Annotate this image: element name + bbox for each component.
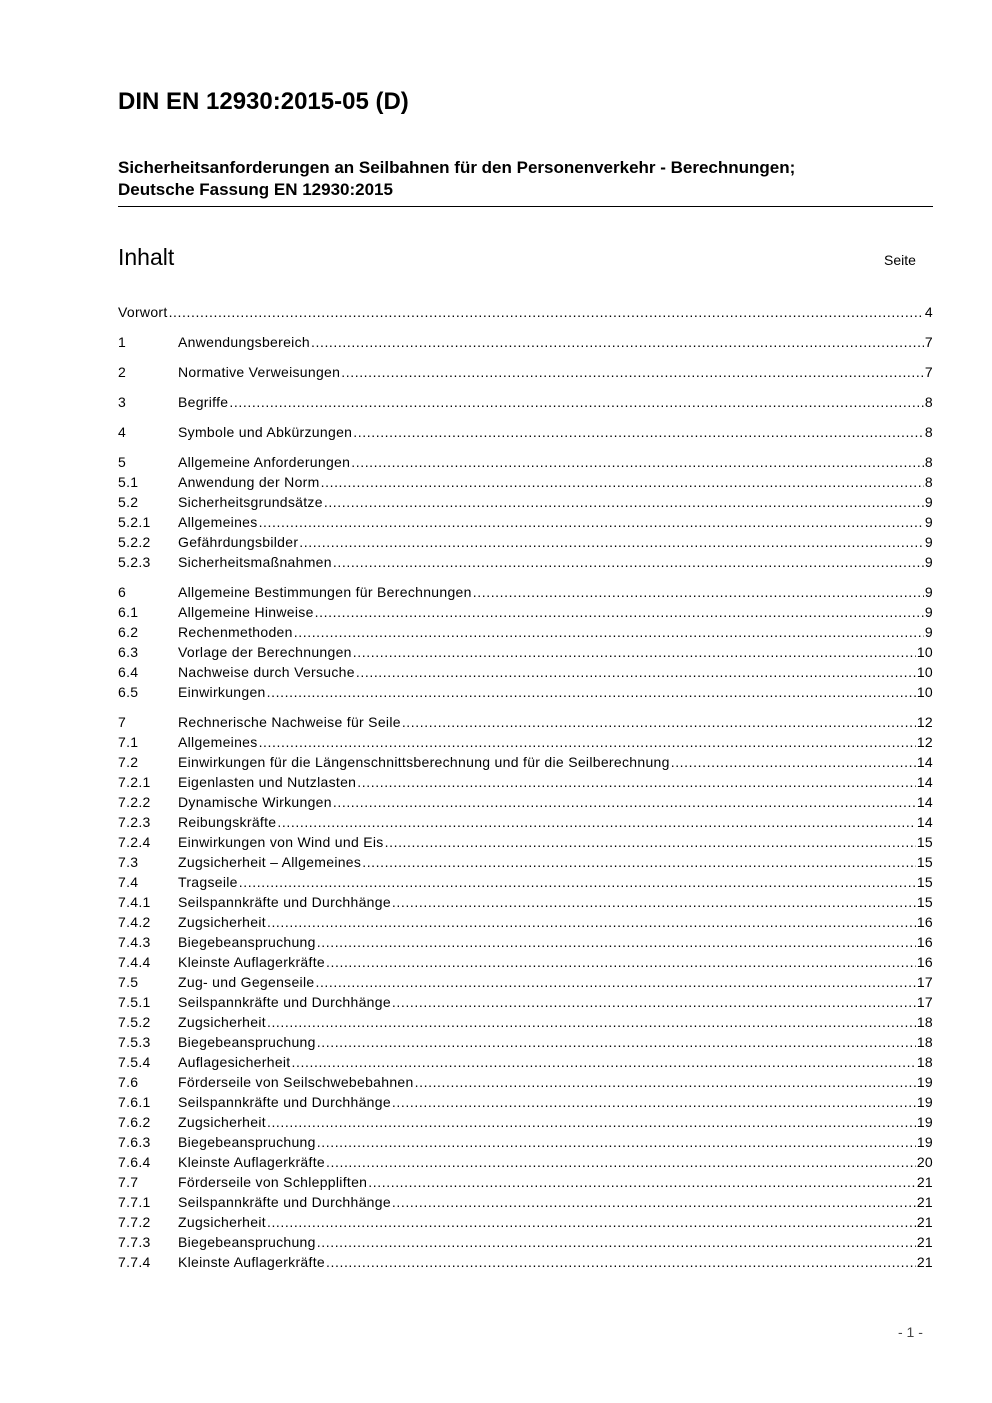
- toc-entry-number: 7: [118, 714, 127, 730]
- toc-entry-page: 8: [924, 424, 933, 440]
- toc-entry-page: 14: [916, 794, 933, 810]
- toc-entry[interactable]: [118, 1033, 933, 1051]
- toc-dot-leader: [277, 813, 915, 831]
- toc-entry-number: 5: [118, 454, 127, 470]
- toc-entry-number: 5.2.2: [118, 534, 151, 550]
- toc-entry-number: 7.5.3: [118, 1034, 151, 1050]
- toc-dot-leader: [321, 473, 924, 491]
- toc-entry-number: 7.5.2: [118, 1014, 151, 1030]
- subtitle-line-1: Sicherheitsanforderungen an Seilbahnen für den Personenverkehr - Berechnungen;: [118, 158, 796, 177]
- toc-entry-number: 3: [118, 394, 127, 410]
- toc-dot-leader: [259, 513, 924, 531]
- toc-entry-number: 7.4.4: [118, 954, 151, 970]
- toc-entry[interactable]: [118, 1133, 933, 1151]
- toc-entry-page: 19: [916, 1134, 933, 1150]
- toc-entry-line: [178, 1033, 933, 1051]
- toc-entry-label: Zugsicherheit: [178, 914, 266, 930]
- toc-entry-line: [178, 1213, 933, 1231]
- page-number: - 1 -: [898, 1324, 923, 1340]
- toc-dot-leader: [333, 553, 924, 571]
- toc-entry-line: [178, 1133, 933, 1151]
- toc-entry-line: [178, 683, 933, 701]
- toc-entry-label: Kleinste Auflagerkräfte: [178, 1254, 325, 1270]
- toc-entry[interactable]: [118, 853, 933, 871]
- toc-entry-line: [178, 793, 933, 811]
- toc-dot-leader: [267, 1113, 916, 1131]
- toc-entry[interactable]: [118, 1193, 933, 1211]
- toc-dot-leader: [356, 663, 916, 681]
- toc-entry-line: [178, 1153, 933, 1171]
- toc-entry-label: Allgemeines: [178, 734, 258, 750]
- toc-entry-number: 2: [118, 364, 127, 380]
- toc-entry-page: 9: [924, 624, 933, 640]
- toc-entry-line: [178, 363, 933, 381]
- toc-entry-label: Seilspannkräfte und Durchhänge: [178, 894, 391, 910]
- toc-dot-leader: [169, 303, 924, 321]
- toc-entry-number: 7.2.2: [118, 794, 151, 810]
- toc-dot-leader: [292, 1053, 916, 1071]
- toc-entry-number: 5.1: [118, 474, 139, 490]
- toc-dot-leader: [267, 1013, 916, 1031]
- toc-entry-label: Zugsicherheit: [178, 1114, 266, 1130]
- toc-entry[interactable]: [118, 533, 933, 551]
- toc-entry-label: Biegebeanspruchung: [178, 1134, 316, 1150]
- toc-entry-label: Kleinste Auflagerkräfte: [178, 1154, 325, 1170]
- toc-dot-leader: [368, 1173, 916, 1191]
- toc-entry[interactable]: [118, 513, 933, 531]
- toc-entry[interactable]: [118, 753, 933, 771]
- toc-entry-number: 5.2.3: [118, 554, 151, 570]
- toc-entry-number: 7.4.1: [118, 894, 151, 910]
- toc-entry-number: 7.1: [118, 734, 139, 750]
- toc-entry-number: 7.4: [118, 874, 139, 890]
- toc-entry-number: 7.2.1: [118, 774, 151, 790]
- toc-entry[interactable]: [118, 713, 933, 731]
- toc-entry-page: 10: [916, 644, 933, 660]
- toc-entry-label: Rechnerische Nachweise für Seile: [178, 714, 401, 730]
- toc-entry-label: Sicherheitsgrundsätze: [178, 494, 323, 510]
- toc-entry[interactable]: [118, 933, 933, 951]
- toc-entry-label: Allgemeine Hinweise: [178, 604, 314, 620]
- toc-entry-label: Allgemeine Anforderungen: [178, 454, 351, 470]
- toc-entry[interactable]: [118, 1053, 933, 1071]
- toc-dot-leader: [415, 1073, 916, 1091]
- toc-entry[interactable]: [118, 733, 933, 751]
- toc-entry-page: 21: [916, 1214, 933, 1230]
- toc-entry-label: Reibungskräfte: [178, 814, 277, 830]
- toc-entry-page: 14: [916, 814, 933, 830]
- toc-entry[interactable]: [118, 453, 933, 471]
- toc-entry[interactable]: [118, 793, 933, 811]
- toc-entry[interactable]: [118, 1213, 933, 1231]
- toc-entry-line: [178, 833, 933, 851]
- toc-entry[interactable]: [118, 553, 933, 571]
- toc-entry-line: [178, 1253, 933, 1271]
- toc-entry-number: 7.2.4: [118, 834, 151, 850]
- toc-entry[interactable]: [118, 393, 933, 411]
- toc-entry-page: 17: [916, 994, 933, 1010]
- toc-entry-page: 7: [924, 334, 933, 350]
- toc-entry-label: Seilspannkräfte und Durchhänge: [178, 1194, 391, 1210]
- toc-entry-label: Biegebeanspruchung: [178, 934, 316, 950]
- toc-entry-line: [178, 663, 933, 681]
- toc-dot-leader: [353, 423, 924, 441]
- toc-entry-page: 15: [916, 834, 933, 850]
- toc-dot-leader: [353, 643, 916, 661]
- toc-entry-label: Vorwort: [118, 304, 168, 320]
- toc-dot-leader: [392, 1193, 916, 1211]
- toc-entry-page: 12: [916, 734, 933, 750]
- toc-entry-line: [178, 473, 933, 491]
- toc-entry-number: 6.4: [118, 664, 139, 680]
- toc-entry-label: Tragseile: [178, 874, 238, 890]
- toc-entry[interactable]: [118, 683, 933, 701]
- toc-entry-line: [178, 393, 933, 411]
- toc-entry-number: 5.2.1: [118, 514, 151, 530]
- title-divider: [118, 206, 933, 207]
- toc-entry-number: 1: [118, 334, 127, 350]
- toc-entry-label: Einwirkungen: [178, 684, 266, 700]
- toc-entry-line: [178, 1193, 933, 1211]
- toc-entry-label: Eigenlasten und Nutzlasten: [178, 774, 357, 790]
- toc-entry-label: Zugsicherheit: [178, 1214, 266, 1230]
- toc-dot-leader: [317, 1133, 916, 1151]
- toc-entry[interactable]: [118, 873, 933, 891]
- toc-entry-label: Normative Verweisungen: [178, 364, 341, 380]
- toc-entry-line: [178, 623, 933, 641]
- toc-entry-line: [178, 973, 933, 991]
- toc-entry-line: [178, 423, 933, 441]
- toc-entry-page: 21: [916, 1174, 933, 1190]
- toc-dot-leader: [267, 683, 916, 701]
- toc-entry-label: Einwirkungen von Wind und Eis: [178, 834, 384, 850]
- toc-entry[interactable]: [118, 893, 933, 911]
- toc-entry-page: 19: [916, 1094, 933, 1110]
- toc-entry-page: 9: [924, 514, 933, 530]
- toc-entry[interactable]: [118, 363, 933, 381]
- toc-dot-leader: [239, 873, 916, 891]
- toc-entry-label: Zugsicherheit – Allgemeines: [178, 854, 362, 870]
- toc-entry-line: [178, 913, 933, 931]
- toc-entry-line: [178, 553, 933, 571]
- toc-entry-page: 9: [924, 554, 933, 570]
- toc-entry-page: 16: [916, 914, 933, 930]
- toc-entry-line: [178, 933, 933, 951]
- toc-entry-number: 6.5: [118, 684, 139, 700]
- toc-entry[interactable]: [118, 473, 933, 491]
- toc-entry[interactable]: [118, 993, 933, 1011]
- toc-entry-line: [178, 493, 933, 511]
- toc-entry-number: 7.7.3: [118, 1234, 151, 1250]
- toc-entry-number: 7.6.3: [118, 1134, 151, 1150]
- toc-entry-line: [178, 753, 933, 771]
- toc-entry-page: 15: [916, 854, 933, 870]
- toc-entry-line: [178, 813, 933, 831]
- toc-entry-label: Allgemeines: [178, 514, 258, 530]
- toc-entry[interactable]: [118, 1173, 933, 1191]
- toc-entry-page: 14: [916, 774, 933, 790]
- toc-entry-line: [178, 643, 933, 661]
- toc-entry-page: 10: [916, 664, 933, 680]
- toc-entry-page: 8: [924, 454, 933, 470]
- toc-dot-leader: [267, 913, 916, 931]
- toc-entry-page: 14: [916, 754, 933, 770]
- toc-entry-number: 7.2: [118, 754, 139, 770]
- toc-entry[interactable]: [118, 423, 933, 441]
- toc-entry[interactable]: [118, 1233, 933, 1251]
- toc-dot-leader: [315, 603, 924, 621]
- toc-entry-number: 4: [118, 424, 127, 440]
- toc-entry[interactable]: [118, 603, 933, 621]
- toc-entry-page: 21: [916, 1254, 933, 1270]
- toc-entry-label: Seilspannkräfte und Durchhänge: [178, 994, 391, 1010]
- toc-entry[interactable]: [118, 773, 933, 791]
- toc-entry-page: 4: [924, 304, 933, 320]
- toc-entry-line: [178, 893, 933, 911]
- toc-entry-number: 7.6: [118, 1074, 139, 1090]
- toc-entry-page: 10: [916, 684, 933, 700]
- toc-entry-page: 18: [916, 1034, 933, 1050]
- toc-dot-leader: [324, 493, 924, 511]
- toc-entry-page: 20: [916, 1154, 933, 1170]
- toc-entry[interactable]: [118, 643, 933, 661]
- toc-entry-page: 18: [916, 1054, 933, 1070]
- toc-entry-number: 6: [118, 584, 127, 600]
- toc-entry-page: 9: [924, 534, 933, 550]
- toc-entry-line: [178, 603, 933, 621]
- toc-dot-leader: [326, 953, 916, 971]
- toc-dot-leader: [392, 1093, 916, 1111]
- toc-entry-line: [178, 853, 933, 871]
- toc-entry-line: [178, 1013, 933, 1031]
- toc-entry[interactable]: [118, 1093, 933, 1111]
- toc-entry-page: 16: [916, 934, 933, 950]
- toc-entry[interactable]: [118, 303, 933, 321]
- toc-entry-number: 7.6.4: [118, 1154, 151, 1170]
- toc-dot-leader: [333, 793, 916, 811]
- toc-entry-number: 7.7.4: [118, 1254, 151, 1270]
- toc-entry-line: [178, 873, 933, 891]
- toc-dot-leader: [317, 1033, 916, 1051]
- toc-dot-leader: [229, 393, 924, 411]
- toc-entry-line: [178, 453, 933, 471]
- toc-dot-leader: [392, 893, 916, 911]
- toc-dot-leader: [392, 993, 916, 1011]
- toc-entry[interactable]: [118, 953, 933, 971]
- toc-entry-line: [178, 993, 933, 1011]
- toc-entry-page: 8: [924, 474, 933, 490]
- toc-entry-label: Dynamische Wirkungen: [178, 794, 332, 810]
- toc-entry-number: 7.6.1: [118, 1094, 151, 1110]
- toc-entry-label: Kleinste Auflagerkräfte: [178, 954, 325, 970]
- toc-entry-line: [178, 1233, 933, 1251]
- toc-entry[interactable]: [118, 973, 933, 991]
- toc-entry-number: 7.5: [118, 974, 139, 990]
- toc-dot-leader: [311, 333, 924, 351]
- toc-dot-leader: [385, 833, 916, 851]
- toc-entry-label: Gefährdungsbilder: [178, 534, 299, 550]
- toc-entry-label: Förderseile von Seilschwebebahnen: [178, 1074, 414, 1090]
- toc-entry-label: Symbole und Abkürzungen: [178, 424, 353, 440]
- toc-entry-line: [178, 333, 933, 351]
- toc-dot-leader: [326, 1253, 916, 1271]
- toc-entry[interactable]: [118, 333, 933, 351]
- toc-entry-number: 7.7.2: [118, 1214, 151, 1230]
- toc-entry-line: [118, 303, 933, 321]
- toc-entry-label: Förderseile von Schleppliften: [178, 1174, 368, 1190]
- subtitle-line-2: Deutsche Fassung EN 12930:2015: [118, 180, 393, 199]
- toc-entry-label: Biegebeanspruchung: [178, 1034, 316, 1050]
- toc-entry-page: 12: [916, 714, 933, 730]
- toc-entry-line: [178, 1093, 933, 1111]
- toc-entry-page: 21: [916, 1234, 933, 1250]
- toc-dot-leader: [351, 453, 924, 471]
- toc-entry-page: 9: [924, 584, 933, 600]
- toc-entry[interactable]: [118, 663, 933, 681]
- toc-dot-leader: [299, 533, 924, 551]
- document-title: DIN EN 12930:2015-05 (D): [118, 88, 409, 115]
- toc-entry-page: 9: [924, 494, 933, 510]
- toc-entry-page: 17: [916, 974, 933, 990]
- toc-dot-leader: [357, 773, 916, 791]
- toc-entry-label: Einwirkungen für die Längenschnittsberechnung und für die Seilberechnung: [178, 754, 670, 770]
- toc-dot-leader: [317, 933, 916, 951]
- toc-entry-page: 16: [916, 954, 933, 970]
- toc-entry-label: Anwendungsbereich: [178, 334, 310, 350]
- toc-entry[interactable]: [118, 1253, 933, 1271]
- toc-dot-leader: [402, 713, 916, 731]
- toc-entry-number: 7.5.1: [118, 994, 151, 1010]
- toc-entry-label: Auflagesicherheit: [178, 1054, 291, 1070]
- toc-entry[interactable]: [118, 493, 933, 511]
- toc-entry[interactable]: [118, 623, 933, 641]
- toc-entry[interactable]: [118, 913, 933, 931]
- toc-entry-number: 7.4.3: [118, 934, 151, 950]
- toc-entry-label: Rechenmethoden: [178, 624, 293, 640]
- toc-entry-page: 15: [916, 894, 933, 910]
- toc-entry-number: 7.5.4: [118, 1054, 151, 1070]
- toc-dot-leader: [294, 623, 924, 641]
- toc-entry-label: Vorlage der Berechnungen: [178, 644, 352, 660]
- toc-entry-number: 6.2: [118, 624, 139, 640]
- toc-dot-leader: [362, 853, 916, 871]
- toc-entry-line: [178, 513, 933, 531]
- toc-entry-label: Anwendung der Norm: [178, 474, 320, 490]
- toc-entry-number: 7.3: [118, 854, 139, 870]
- toc-dot-leader: [317, 1233, 916, 1251]
- toc-entry-page: 9: [924, 604, 933, 620]
- toc-entry-page: 19: [916, 1114, 933, 1130]
- toc-entry[interactable]: [118, 1013, 933, 1031]
- toc-entry-number: 7.6.2: [118, 1114, 151, 1130]
- toc-entry-label: Nachweise durch Versuche: [178, 664, 355, 680]
- toc-entry-label: Seilspannkräfte und Durchhänge: [178, 1094, 391, 1110]
- toc-entry-page: 21: [916, 1194, 933, 1210]
- toc-dot-leader: [259, 733, 916, 751]
- toc-entry-number: 7.7: [118, 1174, 139, 1190]
- toc-dot-leader: [341, 363, 924, 381]
- toc-dot-leader: [267, 1213, 916, 1231]
- toc-entry[interactable]: [118, 1153, 933, 1171]
- toc-entry[interactable]: [118, 1113, 933, 1131]
- toc-entry-line: [178, 1113, 933, 1131]
- toc-entry-number: 6.3: [118, 644, 139, 660]
- toc-entry-label: Zugsicherheit: [178, 1014, 266, 1030]
- toc-dot-leader: [315, 973, 915, 991]
- toc-dot-leader: [671, 753, 916, 771]
- toc-entry-line: [178, 1173, 933, 1191]
- toc-entry[interactable]: [118, 813, 933, 831]
- toc-entry-line: [178, 953, 933, 971]
- toc-entry-label: Biegebeanspruchung: [178, 1234, 316, 1250]
- toc-entry-line: [178, 1053, 933, 1071]
- toc-heading: Inhalt: [118, 244, 175, 270]
- toc-entry-label: Allgemeine Bestimmungen für Berechnungen: [178, 584, 472, 600]
- toc-entry[interactable]: [118, 1073, 933, 1091]
- toc-entry-page: 18: [916, 1014, 933, 1030]
- toc-entry[interactable]: [118, 583, 933, 601]
- toc-entry[interactable]: [118, 833, 933, 851]
- toc-entry-line: [178, 733, 933, 751]
- toc-entry-line: [178, 583, 933, 601]
- toc-dot-leader: [473, 583, 924, 601]
- toc-entry-page: 7: [924, 364, 933, 380]
- toc-entry-number: 5.2: [118, 494, 139, 510]
- toc-entry-line: [178, 713, 933, 731]
- toc-entry-page: 19: [916, 1074, 933, 1090]
- toc-entry-label: Sicherheitsmaßnahmen: [178, 554, 332, 570]
- toc-entry-label: Begriffe: [178, 394, 229, 410]
- toc-page-column-heading: Seite: [884, 252, 916, 268]
- toc-entry-label: Zug- und Gegenseile: [178, 974, 315, 990]
- toc-entry-line: [178, 773, 933, 791]
- toc-entry-page: 15: [916, 874, 933, 890]
- toc-dot-leader: [326, 1153, 916, 1171]
- toc-entry-number: 7.2.3: [118, 814, 151, 830]
- toc-entry-line: [178, 1073, 933, 1091]
- document-subtitle: [118, 157, 933, 201]
- toc-entry-page: 8: [924, 394, 933, 410]
- toc-entry-line: [178, 533, 933, 551]
- toc-entry-number: 6.1: [118, 604, 139, 620]
- toc-entry-number: 7.4.2: [118, 914, 151, 930]
- toc-entry-number: 7.7.1: [118, 1194, 151, 1210]
